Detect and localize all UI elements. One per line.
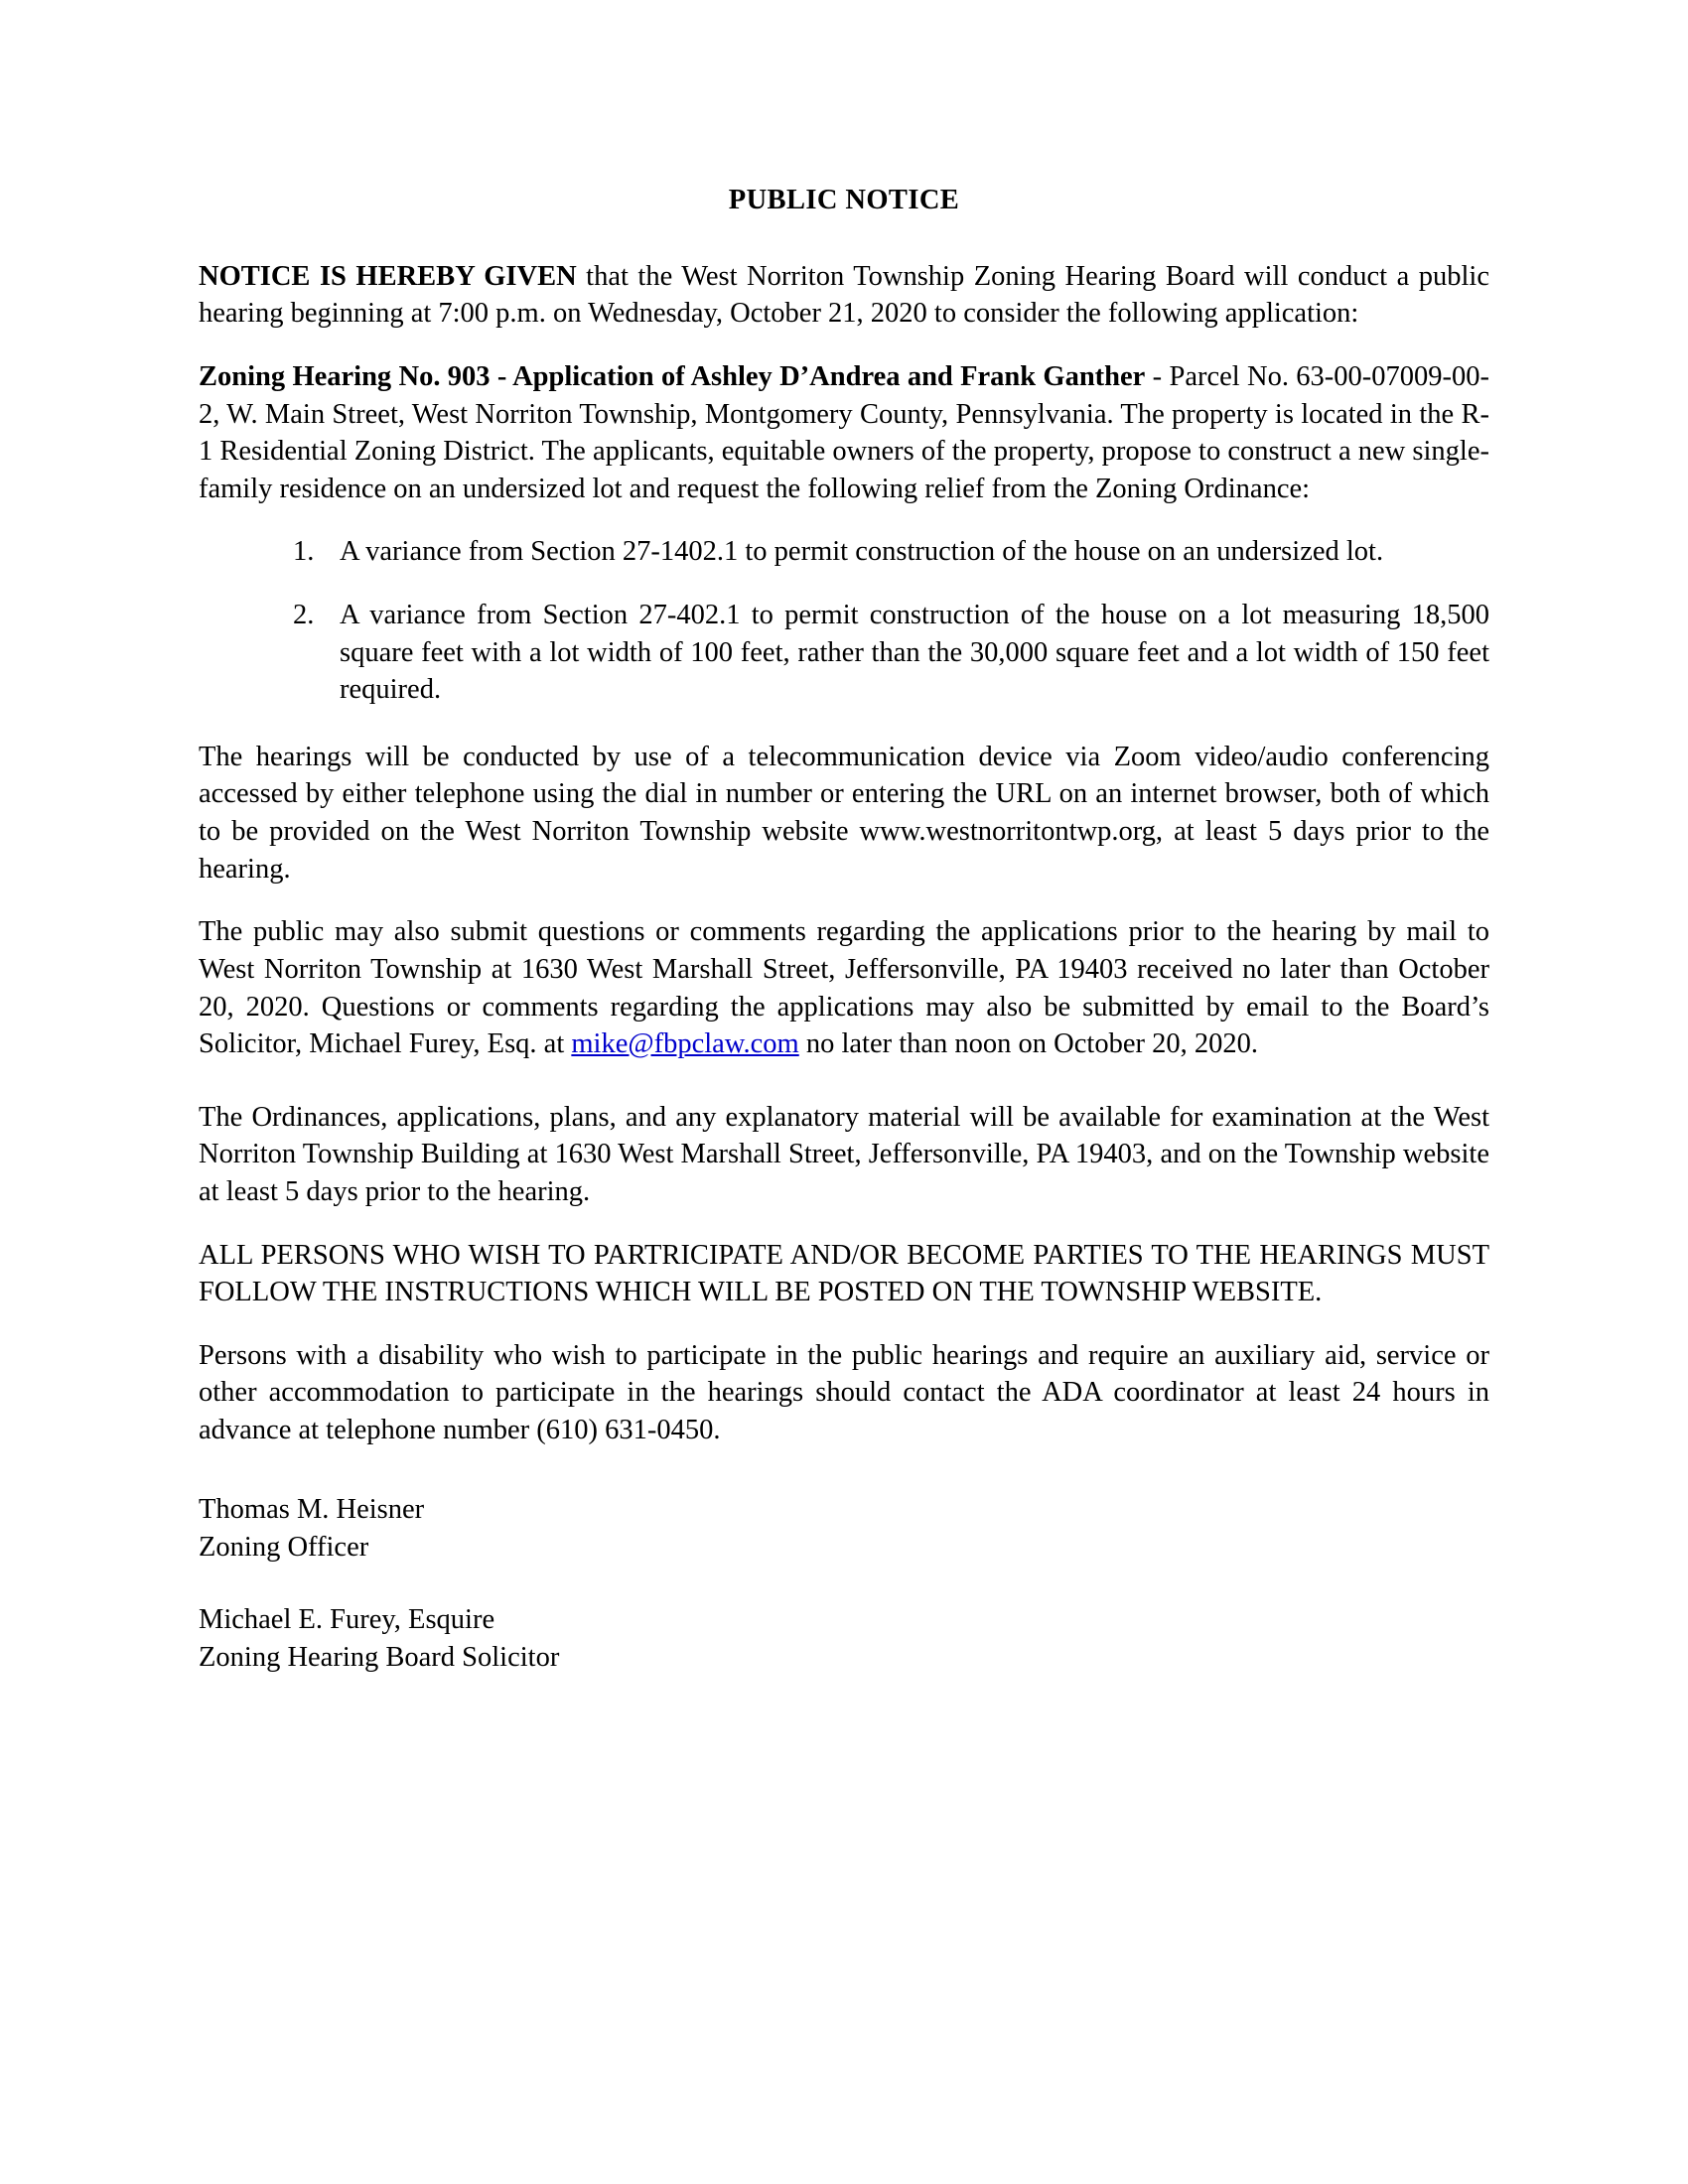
signatory-name: Thomas M. Heisner — [199, 1493, 425, 1525]
ordinances-availability-paragraph: The Ordinances, applications, plans, and any explanatory material will be available for examination at the West Norriton Township Building at 1630 West Marshall Street, Jeffersonville, PA 19403, and on the Township website at least 5 days prior to the hearing. — [199, 1101, 1489, 1207]
ada-accommodation-paragraph: Persons with a disability who wish to participate in the public hearings and require an auxiliary aid, service or other accommodation to participate in the hearings should contact the ADA coordinator at least 24 hours in advance at telephone number (610) 631-0450. — [199, 1339, 1489, 1445]
comments-before-link: The public may also submit questions or comments regarding the applications prior to the hearing by mail to West Norriton Township at 1630 West Marshall Street, Jeffersonville, PA 19403 received no later than October 20, 2020. Questions or comments regarding the applications may also be submitted by email to the Board’s Solicitor, Michael Furey, Esq. at — [199, 916, 1489, 1060]
signature-block — [199, 1491, 1489, 1678]
solicitor-email-link[interactable]: mike@fbpclaw.com — [571, 1028, 799, 1060]
page-title: PUBLIC NOTICE — [728, 185, 960, 215]
relief-item-text: A variance from Section 27-1402.1 to permit construction of the house on an undersized lot. — [340, 536, 1384, 568]
list-item — [293, 533, 1489, 571]
intro-lead-bold: NOTICE IS HEREBY GIVEN — [199, 260, 577, 292]
telecommunication-paragraph: The hearings will be conducted by use of a telecommunication device via Zoom video/audio conferencing accessed by either telephone using the dial in number or entering the URL on an internet browser, both of which to be provided on the West Norriton Township website www.westnorritontwp.org, at least 5 days prior to the hearing. — [199, 741, 1489, 885]
intro-rest: that the West Norriton Township Zoning Hearing Board will conduct a public hearing beginning at 7:00 p.m. on Wednesday, October 21, 2020 to consider the following application: — [199, 260, 1490, 330]
signatory-name: Michael E. Furey, Esquire — [199, 1604, 495, 1636]
application-paragraph — [199, 358, 1489, 507]
signatory-title: Zoning Hearing Board Solicitor — [199, 1642, 560, 1674]
relief-item-text: A variance from Section 27-402.1 to permit construction of the house on a lot measuring 18,500 square feet with a lot width of 100 feet, rather than the 30,000 square feet and a lot width of 150 feet required. — [340, 600, 1489, 706]
comments-after-link: no later than noon on October 20, 2020. — [798, 1028, 1258, 1060]
signature-spacer — [199, 1566, 1489, 1601]
list-item — [293, 597, 1489, 709]
application-body: - Parcel No. 63-00-07009-00-2, W. Main Street, West Norriton Township, Montgomery County, Pennsylvania. The property is located in the R-1 Residential Zoning District. The applicants, equitable owners of the property, propose to construct a new single-family residence on an undersized lot and request the following relief from the Zoning Ordinance: — [199, 360, 1489, 504]
application-heading: Zoning Hearing No. 903 - Application of Ashley D’Andrea and Frank Ganther — [199, 360, 1146, 392]
signatory-title: Zoning Officer — [199, 1531, 369, 1563]
intro-paragraph — [199, 258, 1489, 333]
relief-request-list — [199, 533, 1489, 708]
public-comments-paragraph — [199, 913, 1489, 1062]
participation-notice-paragraph: ALL PERSONS WHO WISH TO PARTRICIPATE AND/OR BECOME PARTIES TO THE HEARINGS MUST FOLLOW THE INSTRUCTIONS WHICH WILL BE POSTED ON THE TOWNSHIP WEBSITE. — [199, 1239, 1489, 1308]
